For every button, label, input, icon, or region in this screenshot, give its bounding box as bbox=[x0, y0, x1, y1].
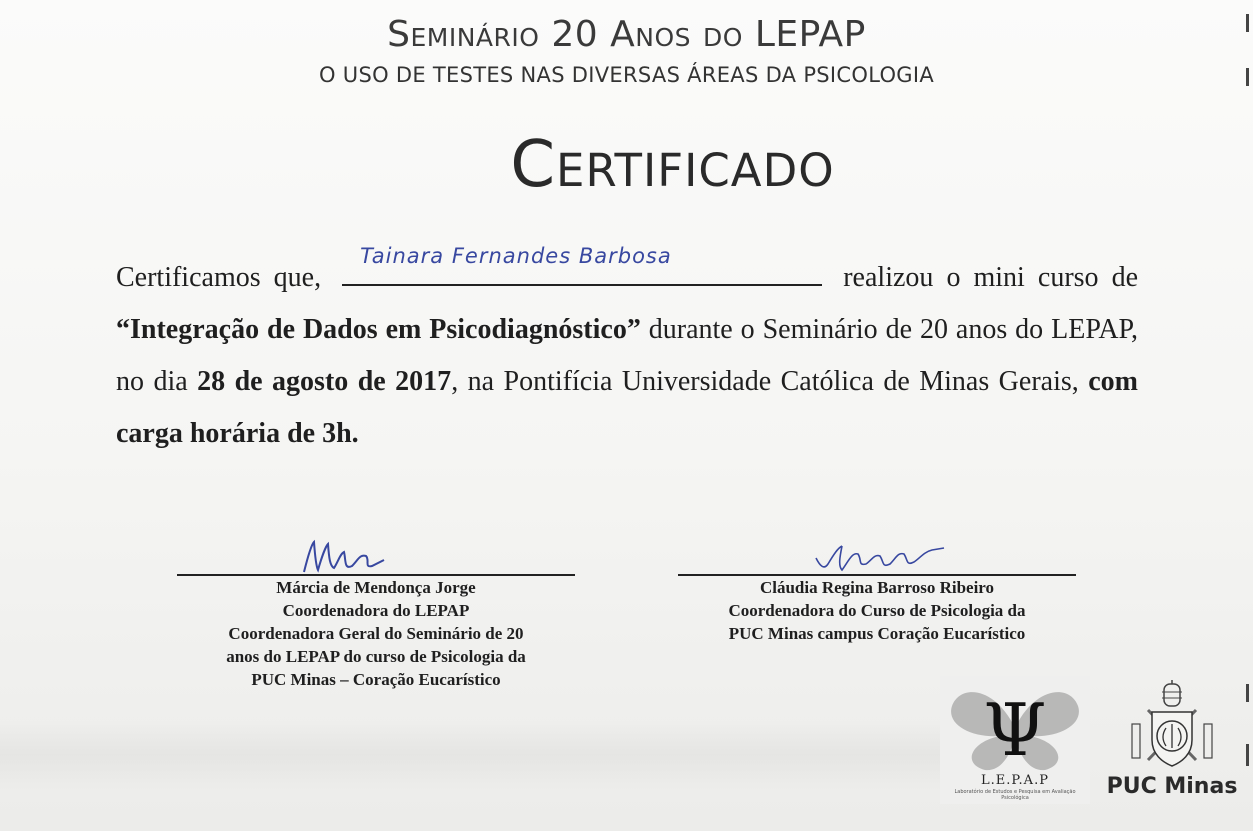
signatory-1 bbox=[177, 574, 575, 691]
lepap-small-text: Laboratório de Estudos e Pesquisa em Avaliação Psicológica bbox=[954, 789, 1076, 801]
papal-crest-icon bbox=[1102, 680, 1242, 776]
signatory-2-role-1: Coordenadora do Curso de Psicologia da bbox=[728, 601, 1026, 620]
puc-minas-label: PUC Minas bbox=[1106, 774, 1238, 799]
body-text-3: , na Pontifícia Universidade Católica de Minas Gerais, bbox=[451, 366, 1079, 397]
signatory-1-name: Márcia de Mendonça Jorge bbox=[276, 578, 476, 597]
intro-text: Certificamos que, bbox=[116, 262, 322, 293]
signature-claudia bbox=[812, 540, 952, 576]
course-date: 28 de agosto de 2017 bbox=[197, 366, 452, 397]
signatory-2 bbox=[678, 574, 1076, 645]
signatory-1-role-3: anos do LEPAP do curso de Psicologia da bbox=[226, 647, 526, 666]
scan-edge-mark bbox=[1246, 744, 1249, 766]
signatory-1-role-4: PUC Minas – Coração Eucarístico bbox=[251, 670, 501, 689]
certificate-title: Certificado bbox=[510, 128, 835, 202]
signatory-1-role-1: Coordenadora do LEPAP bbox=[282, 601, 470, 620]
scan-edge-mark bbox=[1246, 68, 1249, 86]
scan-edge-mark bbox=[1246, 14, 1249, 32]
lepap-logo bbox=[940, 676, 1090, 804]
signatory-2-role-2: PUC Minas campus Coração Eucarístico bbox=[728, 624, 1026, 643]
psi-icon: Ψ bbox=[983, 688, 1047, 772]
seminar-subtitle: O USO DE TESTES NAS DIVERSAS ÁREAS DA PSICOLOGIA bbox=[318, 63, 935, 87]
signatory-2-name: Cláudia Regina Barroso Ribeiro bbox=[759, 578, 995, 597]
participant-name-line bbox=[342, 244, 822, 286]
after-name-text: realizou o mini curso de bbox=[843, 262, 1139, 293]
seminar-title: Seminário 20 Anos do LEPAP bbox=[387, 14, 866, 55]
lepap-acronym: L.E.P.A.P bbox=[981, 773, 1049, 788]
puc-minas-logo bbox=[1102, 680, 1242, 808]
participant-name: Tainara Fernandes Barbosa bbox=[360, 244, 672, 268]
workload: com carga horária de 3h. bbox=[116, 366, 1138, 449]
scan-shadow bbox=[0, 720, 940, 790]
signatory-1-role-2: Coordenadora Geral do Seminário de 20 bbox=[228, 624, 524, 643]
course-name: “Integração de Dados em Psicodiagnóstico” bbox=[116, 314, 641, 345]
certificate-body bbox=[116, 244, 1139, 460]
scan-edge-mark bbox=[1246, 684, 1249, 702]
body-text-2: durante o Seminário de 20 anos do LEPAP, no dia bbox=[116, 314, 1139, 397]
